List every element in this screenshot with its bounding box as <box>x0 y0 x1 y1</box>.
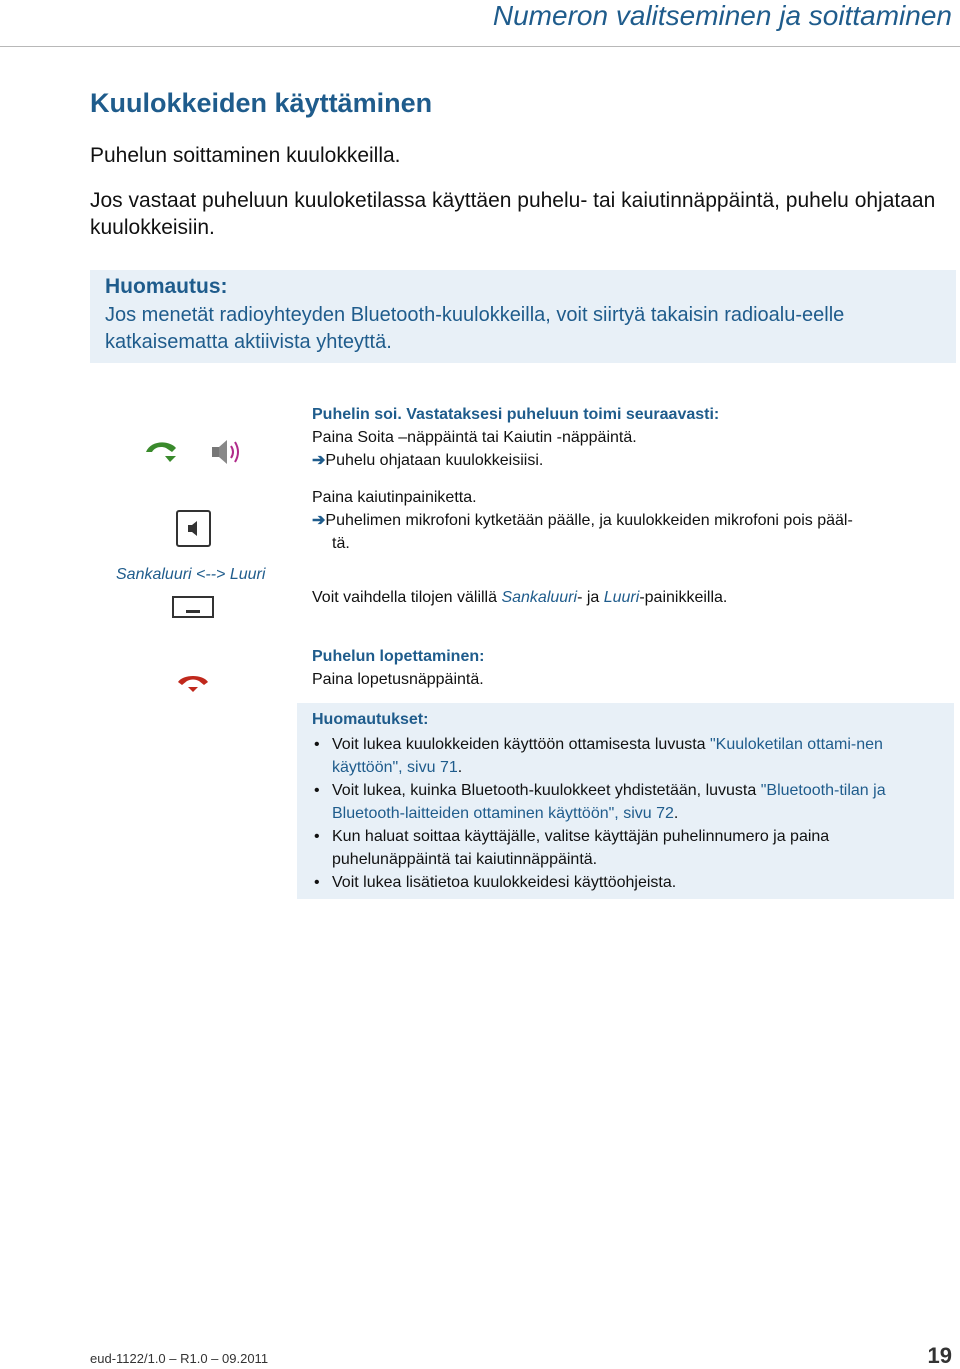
chapter-title: Numeron valitseminen ja soittaminen <box>492 0 952 31</box>
switch-step: Voit vaihdella tilojen välillä Sankaluuri- ja Luuri-painikkeilla. <box>312 589 728 606</box>
end-instruction: Paina lopetusnäppäintä. <box>312 671 484 688</box>
list-item: • Voit lukea kuulokkeiden käyttöön ottamisesta luvusta "Kuuloketilan ottami-nen käyttöön", sivu 71. <box>312 733 942 779</box>
softkey-icon <box>172 596 214 618</box>
list-item: • Voit lukea lisätietoa kuulokkeidesi käyttöohjeista. <box>312 871 942 894</box>
page-header <box>0 0 960 47</box>
arrow-icon: ➔ <box>312 452 326 469</box>
answer-instruction: Paina Soita –näppäintä tai Kaiutin -näppäintä. <box>312 429 637 446</box>
speaker-result-cont: tä. <box>332 535 350 552</box>
cross-reference-link[interactable]: "Bluetooth-tilan ja Bluetooth-laitteiden ottaminen käyttöön", sivu 72 <box>332 782 886 822</box>
speaker-icon <box>209 436 243 468</box>
note-text: Jos menetät radioyhteyden Bluetooth-kuulokkeilla, voit siirtyä takaisin radioalu-eelle katkaisematta aktiivista yhteyttä. <box>105 304 845 353</box>
notes-title: Huomautukset: <box>312 711 429 728</box>
softkey-caption: Sankaluuri <--> Luuri <box>116 566 266 583</box>
answer-heading: Puhelin soi. Vastataksesi puheluun toimi seuraavasti: <box>312 406 720 423</box>
list-item: • Kun haluat soittaa käyttäjälle, valitse käyttäjän puhelinnumero ja paina puhelunäppäintä tai kaiutinnäppäintä. <box>312 825 942 871</box>
section-heading: Kuulokkeiden käyttäminen <box>90 88 433 118</box>
footer-doc-id: eud-1122/1.0 – R1.0 – 09.2011 <box>90 1351 269 1366</box>
answer-step <box>312 403 719 472</box>
arrow-icon: ➔ <box>312 512 326 529</box>
notes-box <box>297 703 954 899</box>
speaker-step <box>312 486 853 555</box>
note-box <box>90 270 956 363</box>
note-title: Huomautus: <box>105 275 228 298</box>
softkey-label-sankaluuri: Sankaluuri <box>501 589 578 606</box>
end-call-icon <box>175 672 211 692</box>
speaker-instruction: Paina kaiutinpainiketta. <box>312 489 477 506</box>
notes-list <box>312 733 942 894</box>
end-step <box>312 645 484 691</box>
list-item: • Voit lukea, kuinka Bluetooth-kuulokkeet yhdistetään, luvusta "Bluetooth-tilan ja Bluetooth-laitteiden ottaminen käyttöön", sivu 72. <box>312 779 942 825</box>
speaker-key-icon <box>176 510 212 548</box>
body-paragraph: Jos vastaat puheluun kuuloketilassa käyttäen puhelu- tai kaiutinnäppäintä, puhelu ohjataan kuulokkeisiin. <box>90 189 936 239</box>
intro-paragraph: Puhelun soittaminen kuulokkeilla. <box>90 144 401 167</box>
end-heading: Puhelun lopettaminen: <box>312 648 485 665</box>
cross-reference-link[interactable]: "Kuuloketilan ottami-nen käyttöön", sivu 71 <box>332 736 883 776</box>
page-number: 19 <box>927 1343 952 1368</box>
speaker-result: ➔Puhelimen mikrofoni kytketään päälle, ja kuulokkeiden mikrofoni pois pääl- <box>312 512 853 529</box>
call-icon <box>143 438 179 464</box>
answer-result: ➔Puhelu ohjataan kuulokkeisiisi. <box>312 452 544 469</box>
softkey-label-luuri: Luuri <box>603 589 640 606</box>
